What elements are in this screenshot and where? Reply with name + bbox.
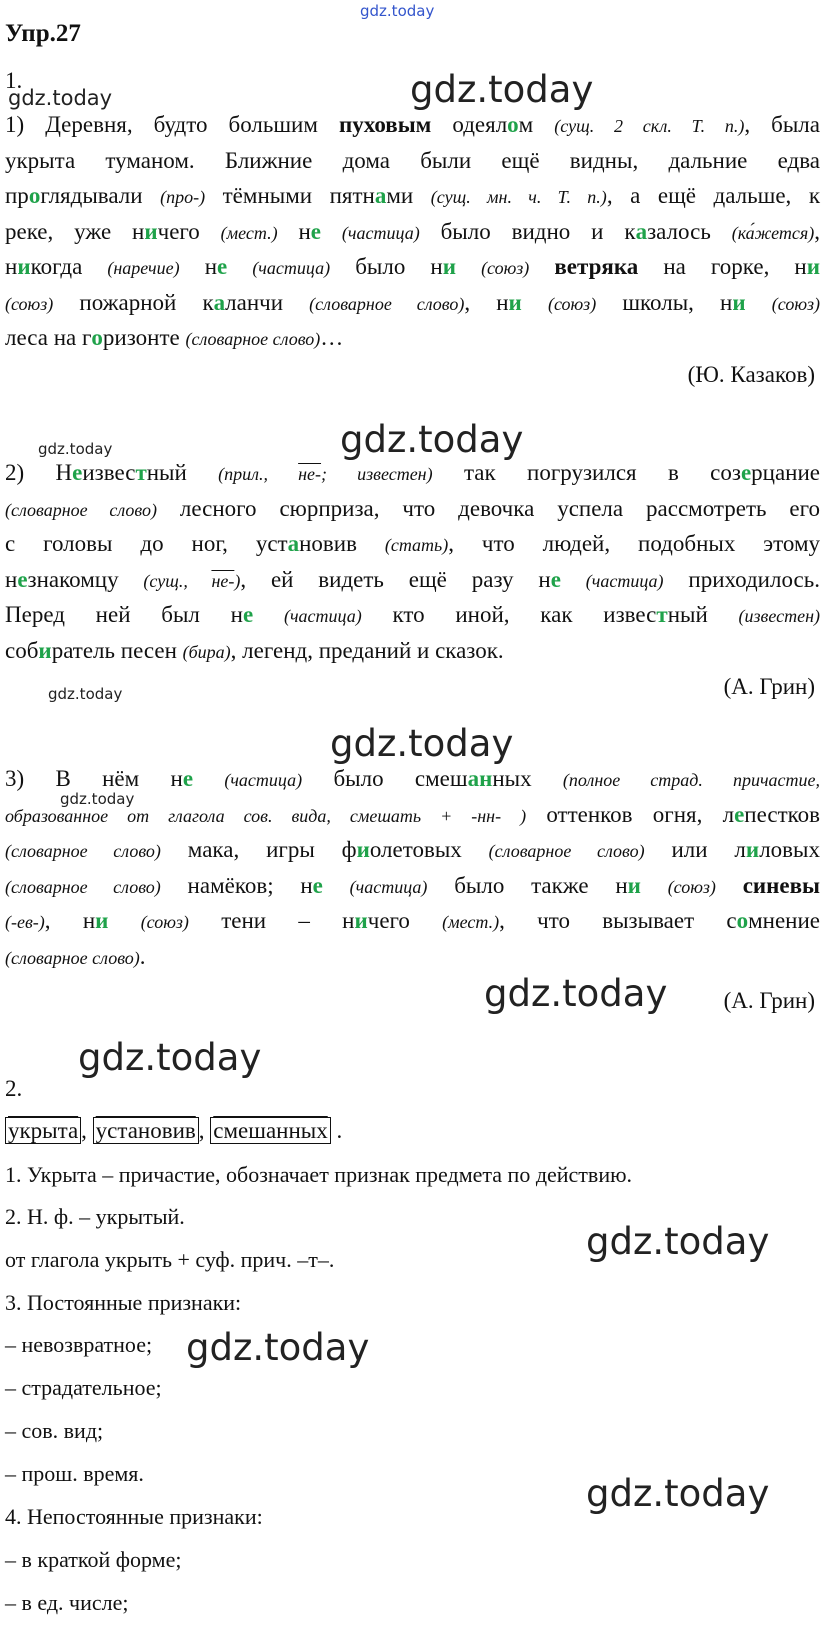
analysis-line: – страдательное; xyxy=(5,1375,162,1400)
p3-line-3: (словарное слово) мака, игры фиолетовых (словарное слово) или лиловых xyxy=(5,837,820,862)
word-ukryta: укрыта xyxy=(5,1117,81,1144)
p1-line-6: (союз) пожарной каланчи (словарное слово), ни (союз) школы, ни (союз) xyxy=(5,289,821,315)
watermark: gdz.today xyxy=(340,418,524,461)
watermark: gdz.today xyxy=(586,1220,770,1263)
watermark: gdz.today xyxy=(410,68,594,111)
paragraph-2 xyxy=(5,455,820,668)
watermark: gdz.today xyxy=(330,722,514,765)
analysis-line: – прош. время. xyxy=(5,1461,144,1486)
p1-line-3: проглядывали (про-) тёмными пятнами (сущ. мн. ч. Т. п.), а ещё дальше, к xyxy=(5,183,821,208)
author-2: (А. Грин) xyxy=(723,674,815,699)
part-1-label: 1. xyxy=(5,68,23,93)
watermark: gdz.today xyxy=(48,685,123,703)
watermark: gdz.today xyxy=(78,1036,262,1079)
paragraph-1 xyxy=(5,107,820,356)
p1-line-5: никогда (наречие) не (частица) было ни (союз) ветряка на горке, ни xyxy=(5,254,820,279)
morpheme-mark: (про-) xyxy=(160,187,206,207)
analysis-line: – в краткой форме; xyxy=(5,1547,182,1572)
watermark: gdz.today xyxy=(484,972,668,1015)
analysis-line: 1. Укрыта – причастие, обозначает признак предмета по действию. xyxy=(5,1162,633,1187)
p3-line-4: (словарное слово) намёков; не (частица) было также ни (союз) синевы xyxy=(5,872,821,898)
p1-line-4: реке, уже ничего (мест.) не (частица) было видно и казалось (ка́жется), xyxy=(5,218,821,244)
p2-line-3: с головы до ног, установив (стать), что людей, подобных этому xyxy=(5,531,820,556)
p2-line-1: 2) Неизвестный (прил., не-; известен) так погрузился в созерцание xyxy=(5,460,820,485)
p3-line-2: образованное от глагола сов. вида, смешать + -нн- ) оттенков огня, лепестков xyxy=(5,801,821,827)
analysis-line: – сов. вид; xyxy=(5,1418,104,1443)
p2-line-2: (словарное слово) лесного сюрприза, что девочка успела рассмотреть его xyxy=(5,495,820,521)
p3-line-6: (словарное слово). xyxy=(5,943,146,969)
analysis-line: – невозвратное; xyxy=(5,1332,153,1357)
part-2-label: 2. xyxy=(5,1076,23,1101)
p1-line-7: леса на горизонте (словарное слово)… xyxy=(5,325,344,350)
exercise-title: Упр.27 xyxy=(5,20,81,47)
watermark: gdz.today xyxy=(8,86,113,110)
analysis-line: 2. Н. ф. – укрытый. xyxy=(5,1204,185,1229)
p2-line-6: собиратель песен (бира), легенд, преданий и сказок. xyxy=(5,637,504,663)
analysis-line: 4. Непостоянные признаки: xyxy=(5,1504,263,1529)
p2-line-4: незнакомцу (сущ., не-), ей видеть ещё разу не (частица) приходилось. xyxy=(5,566,820,592)
analysis-line: 3. Постоянные признаки: xyxy=(5,1290,242,1315)
analysis-line: – в ед. числе; xyxy=(5,1590,129,1615)
watermark: gdz.today xyxy=(38,440,113,458)
author-3: (А. Грин) xyxy=(723,988,815,1013)
p3-line-5: (-ев-), ни (союз) тени – ничего (мест.), что вызывает сомнение xyxy=(5,908,821,933)
word-ustanoviv: установив xyxy=(93,1117,199,1144)
p1-line-2: укрыта туманом. Ближние дома были ещё видны, дальние едва xyxy=(5,147,820,173)
parsed-words: укрыта , установив , смешанных . xyxy=(5,1118,342,1144)
watermark-top: gdz.today xyxy=(360,2,435,20)
watermark: gdz.today xyxy=(586,1472,770,1515)
prefix-mark: не- xyxy=(298,464,322,484)
paragraph-3 xyxy=(5,761,820,974)
p1-line-1: 1) Деревня, будто большим пуховым одеялом (сущ. 2 скл. Т. п.), была xyxy=(5,112,820,137)
p3-line-1: 3) В нём не (частица) было смешанных (полное страд. причастие, xyxy=(5,766,821,791)
watermark: gdz.today xyxy=(186,1326,370,1369)
prefix-mark: не- xyxy=(211,570,235,591)
analysis-line: от глагола укрыть + суф. прич. –т–. xyxy=(5,1247,335,1272)
author-1: (Ю. Казаков) xyxy=(687,362,815,387)
word-smeshannykh: смешанных xyxy=(210,1117,330,1144)
p2-line-5: Перед ней был не (частица) кто иной, как известный (известен) xyxy=(5,602,821,627)
watermark: gdz.today xyxy=(60,790,135,808)
